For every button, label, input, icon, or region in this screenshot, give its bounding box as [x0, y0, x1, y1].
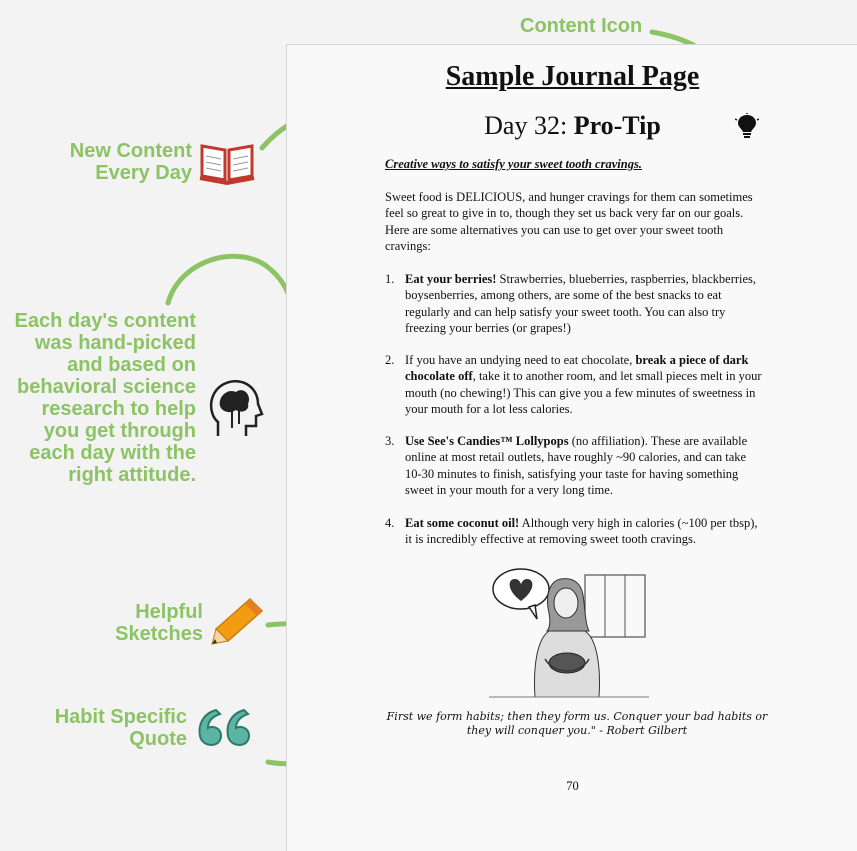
- pencil-icon: [210, 597, 264, 645]
- list-item: 3. Use See's Candies™ Lollypops (no affiliation). These are available online at most retail outlets, have roughly ~90 calories, and can take 10-30 minutes to finish, satisfying your taste for having something sweet in your mouth for a very long time.: [385, 434, 748, 497]
- content-icon-label: Content Icon: [520, 15, 643, 37]
- book-icon: [198, 140, 256, 186]
- brain-head-icon: [206, 378, 264, 440]
- new-content-label: New Content Every Day: [69, 140, 192, 184]
- quote-marks-icon: [196, 706, 254, 750]
- day-label: Pro-Tip: [573, 111, 661, 140]
- habit-quote: First we form habits; then they form us. Conquer your bad habits or they will conquer you." - Robert Gilbert: [386, 710, 768, 737]
- hand-picked-label: Each day's content was hand-picked and based on behavioral science research to help you get through each day with the right attitude.: [14, 310, 196, 486]
- journal-page: [286, 44, 857, 851]
- sketches-label: Helpful Sketches: [115, 601, 203, 645]
- day-heading: Day 32: Pro-Tip: [484, 111, 661, 140]
- lightbulb-icon: [735, 113, 759, 139]
- intro-paragraph: Sweet food is DELICIOUS, and hunger cravings for them can sometimes feel so great to give in to, though they set us back very far on our goals. Here are some alternatives you can use to get over your sweet tooth cravings:: [385, 190, 753, 253]
- woman-sketch: [489, 567, 649, 699]
- quote-label: Habit Specific Quote: [54, 706, 187, 750]
- page-subtitle: Creative ways to satisfy your sweet tooth cravings.: [385, 157, 642, 171]
- list-item: 1. Eat your berries! Strawberries, blueberries, raspberries, blackberries, boysenberries, among others, are some of the best snacks to eat regularly and can help satisfy your sweet tooth. You can also try freezing your berries (or grapes!): [385, 272, 757, 335]
- page-title: Sample Journal Page: [445, 61, 700, 92]
- list-item: 2. If you have an undying need to eat chocolate, break a piece of dark chocolate off, take it to another room, and let small pieces melt in your mouth (no chewing!) This can give you a few minutes of sweetness in your mouth for a lot less calories.: [385, 353, 762, 416]
- page-number: 70: [566, 779, 579, 793]
- list-item: 4. Eat some coconut oil! Although very high in calories (~100 per tbsp), it is incredibly effective at removing sweet tooth cravings.: [385, 516, 758, 547]
